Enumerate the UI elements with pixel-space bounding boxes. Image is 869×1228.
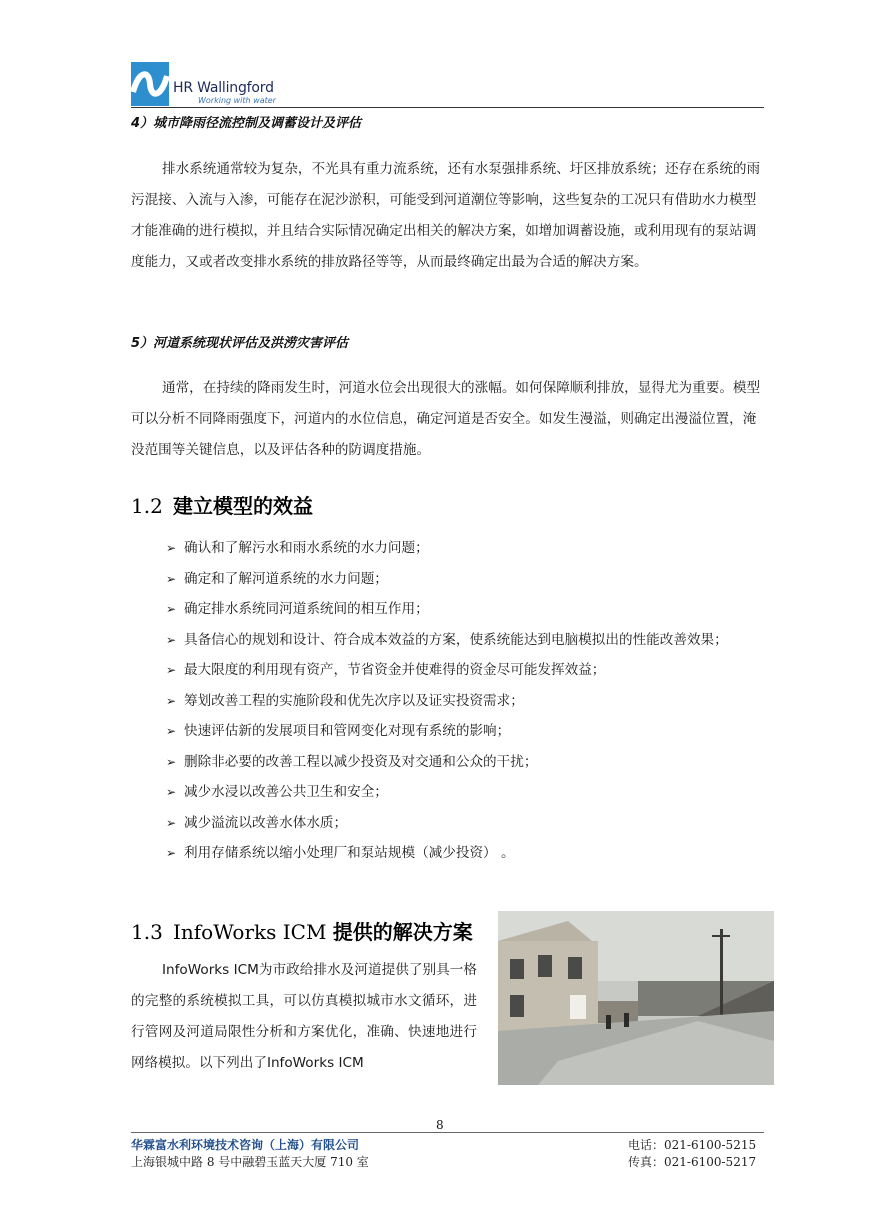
benefit-text: 删除非必要的改善工程以减少投资及对交通和公众的干扰；: [184, 753, 538, 770]
benefit-item: [166, 716, 766, 747]
benefit-item: [166, 564, 766, 595]
arrow-bullet-icon: ➢: [166, 541, 177, 555]
logo-name: HR Wallingford: [173, 80, 274, 96]
logo-tagline: Working with water: [198, 96, 276, 105]
section-1-2-title: [131, 490, 313, 519]
arrow-bullet-icon: ➢: [166, 602, 177, 616]
section-4-heading: 4）城市降雨径流控制及调蓄设计及评估: [131, 116, 362, 131]
paragraph-text: 为市政给排水及河道提供了别具一格的完整的系统模拟工具，可以仿真模拟城市水文循环，进行管网及河道局限性分析和方案优化，准确、快速地进行网络模拟。以下列出了: [131, 962, 477, 1071]
footer-phone: 电话：021-6100-5215: [628, 1138, 757, 1152]
footer-fax: 传真：021-6100-5217: [628, 1155, 757, 1169]
footer-divider: [131, 1132, 764, 1133]
benefits-list: [166, 533, 766, 869]
benefit-item: [166, 747, 766, 778]
benefit-item: [166, 625, 766, 656]
footer-address: 上海银城中路 8 号中融碧玉蓝天大厦 710 室: [131, 1155, 369, 1169]
arrow-bullet-icon: ➢: [166, 846, 177, 860]
arrow-bullet-icon: ➢: [166, 693, 177, 708]
section-5-heading: 5）河道系统现状评估及洪涝灾害评估: [131, 336, 349, 351]
header-divider: [131, 107, 764, 108]
benefit-item: [166, 777, 766, 808]
benefit-item: [166, 594, 766, 625]
benefit-text: 快速评估新的发展项目和管网变化对现有系统的影响；: [184, 723, 511, 739]
benefit-text: 确定排水系统同河道系统间的相互作用；: [184, 601, 429, 617]
arrow-bullet-icon: ➢: [166, 785, 177, 799]
section-1-3-title: [131, 916, 473, 945]
benefit-item: [166, 808, 766, 839]
benefit-text: 确认和了解污水和雨水系统的水力问题；: [184, 540, 429, 556]
product-name: InfoWorks ICM: [266, 1055, 364, 1071]
benefit-text: 筹划改善工程的实施阶段和优先次序以及证实投资需求；: [184, 692, 524, 709]
flooded-street-photo: [498, 911, 774, 1085]
section-title-text: 提供的解决方案: [332, 920, 473, 944]
page-number: 8: [436, 1118, 444, 1132]
benefit-text: 利用存储系统以缩小处理厂和泵站规模（减少投资） 。: [184, 845, 515, 861]
benefit-item: [166, 655, 766, 686]
section-number: 1.2: [131, 494, 163, 518]
arrow-bullet-icon: ➢: [166, 754, 177, 769]
section-4-paragraph: 排水系统通常较为复杂，不光具有重力流系统，还有水泵强排系统、圩区排放系统；还存在系统的雨污混接、入流与入渗，可能存在泥沙淤积，可能受到河道潮位等影响，这些复杂的工况只有借助水力模型才能准确的进行模拟，并且结合实际情况确定出相关的解决方案，如增加调蓄设施，或利用现有的泵站调度能力，又或者改变排水系统的排放路径等等，从而最终确定出最为合适的解决方案。: [131, 161, 761, 270]
benefit-text: 具备信心的规划和设计、符合成本效益的方案，使系统能达到电脑模拟出的性能改善效果；: [184, 631, 728, 648]
benefit-text: 减少溢流以改善水体水质；: [184, 814, 348, 831]
benefit-item: [166, 533, 766, 564]
benefit-item: [166, 686, 766, 717]
section-title-latin: InfoWorks ICM: [173, 920, 327, 944]
section-title-text: 建立模型的效益: [173, 494, 313, 518]
arrow-bullet-icon: ➢: [166, 571, 177, 586]
arrow-bullet-icon: ➢: [166, 632, 177, 647]
icm-paragraph: [131, 955, 477, 1079]
benefit-text: 减少水浸以改善公共卫生和安全；: [184, 784, 388, 800]
benefit-item: [166, 838, 766, 869]
benefit-text: 确定和了解河道系统的水力问题；: [184, 570, 388, 587]
benefit-text: 最大限度的利用现有资产，节省资金并使难得的资金尽可能发挥效益；: [184, 662, 606, 678]
footer-company: 华霖富水利环境技术咨询（上海）有限公司: [131, 1138, 360, 1152]
arrow-bullet-icon: ➢: [166, 663, 177, 677]
arrow-bullet-icon: ➢: [166, 815, 177, 830]
section-5-paragraph: 通常，在持续的降雨发生时，河道水位会出现很大的涨幅。如何保障顺利排放，显得尤为重要。模型可以分析不同降雨强度下，河道内的水位信息，确定河道是否安全。如发生漫溢，则确定出漫溢位置，淹没范围等关键信息，以及评估各种的防调度措施。: [131, 380, 761, 458]
hr-wallingford-logo: [131, 62, 169, 106]
arrow-bullet-icon: ➢: [166, 724, 177, 738]
product-name: InfoWorks ICM: [162, 962, 259, 978]
section-number: 1.3: [131, 920, 163, 944]
